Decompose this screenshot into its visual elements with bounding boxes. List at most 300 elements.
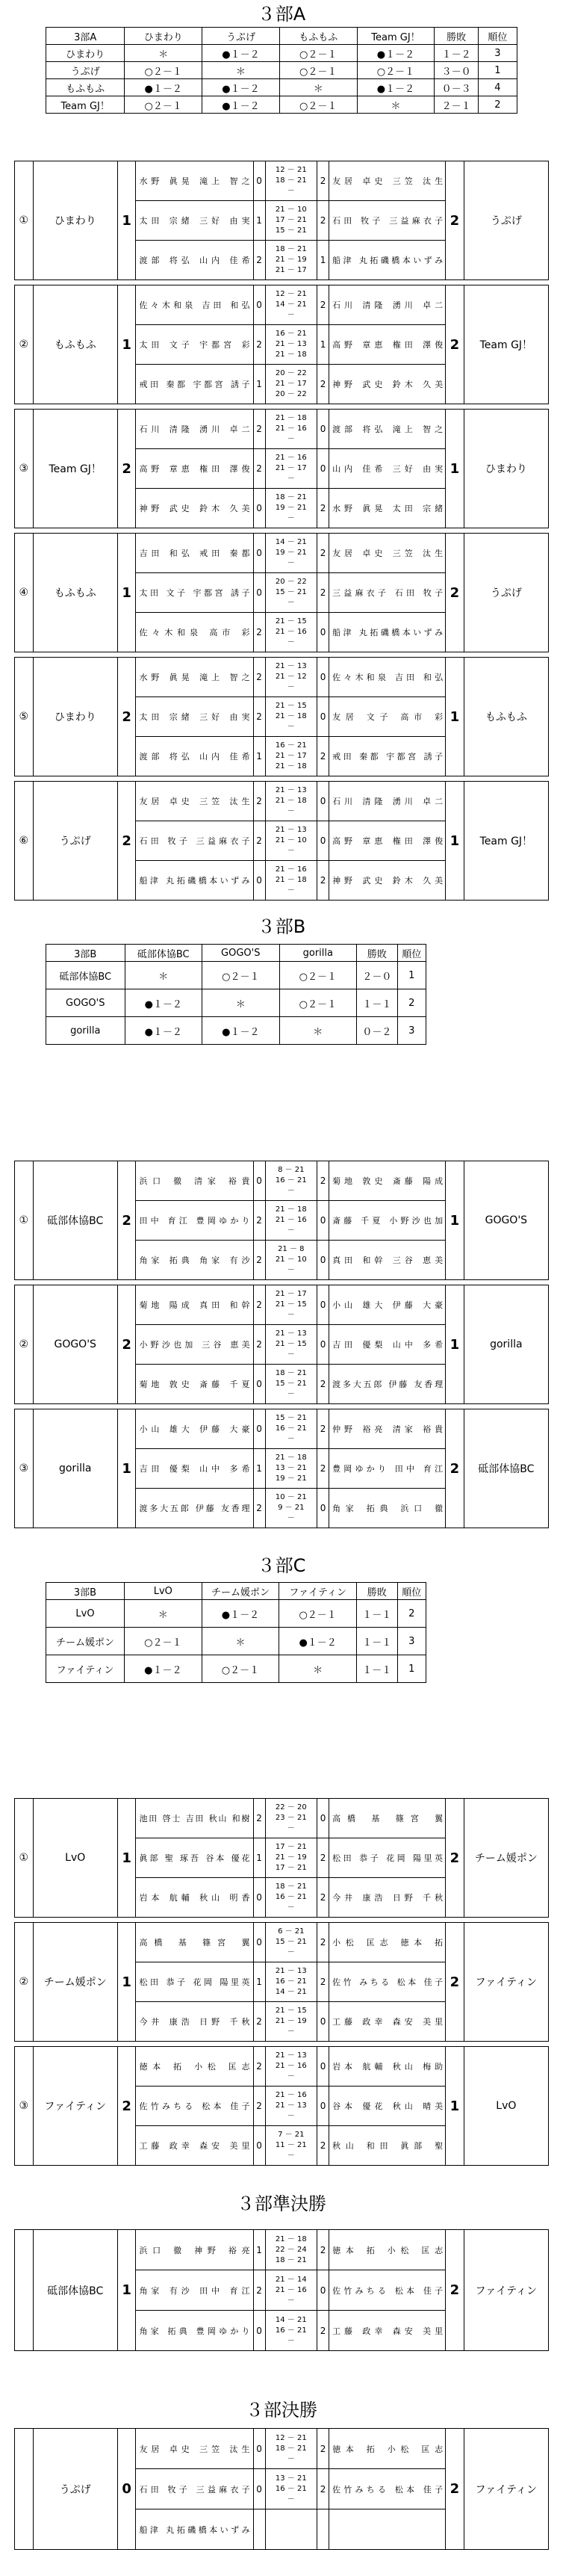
match-table bbox=[14, 285, 549, 404]
set-scores bbox=[265, 1489, 317, 1528]
game-row bbox=[15, 658, 549, 697]
right-game-score: 0 bbox=[317, 782, 329, 821]
right-players: 松田 恭子 花岡 陽里英 bbox=[329, 1838, 446, 1878]
record-cell: １－１ bbox=[356, 1628, 397, 1655]
standings-header: 勝敗 bbox=[356, 1583, 397, 1600]
standings-header: 順位 bbox=[397, 945, 426, 962]
result-cell: ○２－１ bbox=[279, 45, 357, 62]
right-game-score: 2 bbox=[317, 489, 329, 528]
left-players: 友居 卓史 三笠 汰生 bbox=[136, 2429, 253, 2469]
match-number: ⑥ bbox=[15, 782, 34, 901]
set-score: － bbox=[287, 435, 295, 443]
team-name: うぷげ bbox=[46, 62, 125, 79]
left-game-score: 2 bbox=[253, 410, 265, 449]
set-score: 19 － 21 bbox=[275, 1474, 307, 1483]
set-score: 16 － 21 bbox=[275, 2326, 307, 2335]
match-number: ③ bbox=[15, 1409, 34, 1528]
right-team-name: LvO bbox=[464, 2047, 548, 2166]
set-score: － bbox=[287, 2495, 295, 2504]
record-cell: １－２ bbox=[435, 45, 479, 62]
set-score: 21 － 18 bbox=[275, 2234, 307, 2243]
match-number: ② bbox=[15, 285, 34, 404]
set-scores bbox=[265, 2002, 317, 2042]
set-score: － bbox=[287, 559, 295, 567]
left-game-score: 2 bbox=[253, 1285, 265, 1325]
left-game-score: 0 bbox=[253, 2126, 265, 2166]
left-game-score: 0 bbox=[253, 2469, 265, 2509]
left-players: 友居 卓史 三笠 汰生 bbox=[136, 782, 253, 821]
set-scores bbox=[265, 697, 317, 737]
right-game-score: 2 bbox=[317, 1878, 329, 1918]
left-players: 佐々木和泉 吉田 和弘 bbox=[136, 285, 253, 325]
left-game-score: 2 bbox=[253, 1241, 265, 1280]
set-scores bbox=[265, 2087, 317, 2126]
record-cell: ０－２ bbox=[357, 1017, 398, 1045]
set-scores bbox=[265, 861, 317, 901]
game-row bbox=[15, 161, 549, 201]
rank-cell: 4 bbox=[478, 79, 517, 96]
left-game-score: 0 bbox=[253, 1365, 265, 1404]
right-game-score: 2 bbox=[317, 1962, 329, 2002]
right-team-score: 2 bbox=[446, 1409, 464, 1528]
right-players: 三益麻衣子 石田 牧子 bbox=[329, 573, 446, 613]
standings-table-3a bbox=[46, 27, 517, 114]
set-score: 21 － 13 bbox=[275, 340, 307, 348]
left-team-name: うぷげ bbox=[33, 782, 117, 901]
rank-cell: 1 bbox=[478, 62, 517, 79]
result-cell: ＊ bbox=[202, 1628, 279, 1655]
left-team-name: もふもふ bbox=[33, 534, 117, 652]
set-scores bbox=[265, 1285, 317, 1325]
set-score: 21 － 15 bbox=[275, 1300, 307, 1309]
result-cell: ●１－２ bbox=[202, 1600, 279, 1628]
right-players: 真田 和幹 三谷 恵美 bbox=[329, 1241, 446, 1280]
left-game-score: 2 bbox=[253, 697, 265, 737]
set-score: － bbox=[287, 514, 295, 522]
set-scores bbox=[265, 2126, 317, 2166]
set-score: 21 － 13 bbox=[275, 786, 307, 794]
set-score: 18 － 21 bbox=[275, 176, 307, 185]
set-score: － bbox=[287, 1514, 295, 1522]
game-row bbox=[15, 1161, 549, 1201]
left-players: 太田 宗緒 三好 由実 bbox=[136, 201, 253, 241]
set-score: 21 － 16 bbox=[275, 628, 307, 636]
left-game-score: 2 bbox=[253, 2047, 265, 2087]
left-game-score: 2 bbox=[253, 613, 265, 652]
left-players: 神野 武史 鈴木 久美 bbox=[136, 489, 253, 528]
match-table bbox=[14, 409, 549, 528]
match-table bbox=[14, 2229, 549, 2351]
right-players: 徳本 拓 小松 匡志 bbox=[329, 2429, 446, 2469]
section-title-3b: ３部B bbox=[257, 916, 306, 937]
right-game-score: 0 bbox=[317, 2047, 329, 2087]
record-cell: ２－０ bbox=[357, 962, 398, 989]
standings-header: 勝敗 bbox=[435, 28, 479, 45]
right-players: 戒田 秦都 宇都宮 誘子 bbox=[329, 737, 446, 776]
result-cell: ●１－２ bbox=[125, 79, 202, 96]
match-table bbox=[14, 1285, 549, 1404]
left-players: 船津 丸拓磯橋本いずみ bbox=[136, 861, 253, 901]
set-score: 16 － 21 bbox=[275, 1176, 307, 1184]
right-game-score: 2 bbox=[317, 2429, 329, 2469]
set-scores bbox=[265, 285, 317, 325]
set-scores bbox=[265, 1325, 317, 1365]
left-team-score: 1 bbox=[117, 285, 136, 404]
set-score: 21 － 16 bbox=[275, 2285, 307, 2294]
set-score: － bbox=[287, 807, 295, 815]
right-players: 秋山 和田 眞部 聖 bbox=[329, 2126, 446, 2166]
result-cell: ○２－１ bbox=[357, 62, 435, 79]
set-score: 21 － 15 bbox=[275, 1340, 307, 1348]
set-score: 12 － 21 bbox=[275, 166, 307, 174]
game-row bbox=[15, 2429, 549, 2469]
right-team-name: ファイティン bbox=[464, 2230, 548, 2351]
left-players: 太田 宗緒 三好 由実 bbox=[136, 697, 253, 737]
right-team-score: 1 bbox=[446, 782, 464, 901]
set-score: 21 － 13 bbox=[275, 1967, 307, 1975]
right-players: 渡多大五郎 伊藤 友香理 bbox=[329, 1365, 446, 1404]
left-players: 小山 雄大 伊藤 大豪 bbox=[136, 1409, 253, 1449]
set-score: 21 － 18 bbox=[275, 414, 307, 422]
result-cell: ●１－２ bbox=[124, 1655, 202, 1683]
left-team-name: もふもふ bbox=[33, 285, 117, 404]
set-score: 18 － 21 bbox=[275, 493, 307, 501]
match-number: ⑤ bbox=[15, 658, 34, 776]
section-title-3c: ３部C bbox=[257, 1555, 306, 1576]
standings-header: 順位 bbox=[478, 28, 517, 45]
set-score: 15 － 21 bbox=[275, 1414, 307, 1422]
set-score: 16 － 21 bbox=[275, 330, 307, 338]
set-score: 21 － 17 bbox=[275, 752, 307, 760]
game-row bbox=[15, 1285, 549, 1325]
set-score: 21 － 13 bbox=[275, 2101, 307, 2110]
set-score: － bbox=[287, 2336, 295, 2345]
standings-header: 3部B bbox=[46, 1583, 125, 1600]
set-scores bbox=[265, 410, 317, 449]
game-row bbox=[15, 410, 549, 449]
set-score: 17 － 21 bbox=[275, 1864, 307, 1872]
left-players: 水野 眞晃 滝上 智之 bbox=[136, 658, 253, 697]
right-players: 工藤 政幸 森安 美里 bbox=[329, 2311, 446, 2351]
left-game-score: 2 bbox=[253, 782, 265, 821]
left-players: 松田 恭子 花岡 陽里英 bbox=[136, 1962, 253, 2002]
left-team-score: 2 bbox=[117, 658, 136, 776]
left-game-score: 0 bbox=[253, 861, 265, 901]
left-team-score: 1 bbox=[117, 1409, 136, 1528]
left-team-name: 砥部体協BC bbox=[33, 1161, 117, 1280]
right-players: 渡部 将弘 滝上 智之 bbox=[329, 410, 446, 449]
result-cell: ●１－２ bbox=[202, 96, 280, 114]
set-score: 21 － 13 bbox=[275, 2051, 307, 2060]
right-team-score: 2 bbox=[446, 534, 464, 652]
right-game-score: 2 bbox=[317, 1409, 329, 1449]
left-game-score: 0 bbox=[253, 534, 265, 573]
set-score: 21 － 15 bbox=[275, 617, 307, 626]
result-cell: ＊ bbox=[125, 45, 202, 62]
right-team-name: GOGO'S bbox=[464, 1161, 548, 1280]
set-score: 14 － 21 bbox=[275, 538, 307, 546]
set-score: － bbox=[287, 2072, 295, 2081]
set-scores bbox=[265, 782, 317, 821]
set-score: 13 － 21 bbox=[275, 1464, 307, 1472]
right-players: 友居 卓史 三笠 汰生 bbox=[329, 534, 446, 573]
record-cell: １－１ bbox=[357, 989, 398, 1017]
set-scores bbox=[265, 161, 317, 201]
set-scores bbox=[265, 2270, 317, 2311]
result-cell: ○２－１ bbox=[279, 62, 357, 79]
left-game-score: 2 bbox=[253, 1325, 265, 1365]
record-cell: ２－１ bbox=[435, 96, 479, 114]
game-row bbox=[15, 2047, 549, 2087]
section-title-semifinal: ３部準決勝 bbox=[237, 2193, 326, 2214]
match-number: ③ bbox=[15, 2047, 34, 2166]
right-team-name: ひまわり bbox=[464, 410, 548, 528]
set-score: － bbox=[287, 2152, 295, 2160]
right-players: 小山 雄大 伊藤 大豪 bbox=[329, 1285, 446, 1325]
standings-header: LvO bbox=[124, 1583, 202, 1600]
match-number: ③ bbox=[15, 410, 34, 528]
set-score: 16 － 21 bbox=[275, 1893, 307, 1901]
rank-cell: 3 bbox=[478, 45, 517, 62]
set-score: 21 － 15 bbox=[275, 702, 307, 710]
right-team-name: うぷげ bbox=[464, 534, 548, 652]
team-name: Team GJ！ bbox=[46, 96, 125, 114]
standings-row bbox=[46, 45, 517, 62]
left-game-score: 1 bbox=[253, 1962, 265, 2002]
right-players: 佐竹 みちる 松本 佳子 bbox=[329, 1962, 446, 2002]
set-score: 21 － 16 bbox=[275, 454, 307, 462]
right-players: 岩本 航輔 秋山 梅助 bbox=[329, 2047, 446, 2087]
left-players: 眞部 聖 琢吾 谷本 優花 bbox=[136, 1838, 253, 1878]
game-row bbox=[15, 1409, 549, 1449]
set-score: 21 － 15 bbox=[275, 2007, 307, 2015]
set-score: 21 － 10 bbox=[275, 206, 307, 214]
left-team-name: うぷげ bbox=[33, 2429, 117, 2550]
left-players: 浜口 徹 清家 裕貴 bbox=[136, 1161, 253, 1201]
right-players: 友居 文子 高市 彩 bbox=[329, 697, 446, 737]
standings-header: 3部B bbox=[46, 945, 125, 962]
standings-row bbox=[46, 62, 517, 79]
left-players: 工藤 政幸 森安 美里 bbox=[136, 2126, 253, 2166]
set-score: 21 － 18 bbox=[275, 350, 307, 359]
left-team-score: 0 bbox=[117, 2429, 136, 2550]
left-team-score: 1 bbox=[117, 1799, 136, 1918]
left-players: 角家 有沙 田中 育江 bbox=[136, 2270, 253, 2311]
right-game-score: 2 bbox=[317, 2311, 329, 2351]
set-score: 18 － 21 bbox=[275, 1882, 307, 1891]
left-team-name: Team GJ！ bbox=[33, 410, 117, 528]
set-score: 14 － 21 bbox=[275, 1988, 307, 1996]
right-team-name: Team GJ！ bbox=[464, 782, 548, 901]
right-team-score: 1 bbox=[446, 410, 464, 528]
set-scores bbox=[265, 2311, 317, 2351]
right-team-score: 1 bbox=[446, 1161, 464, 1280]
left-team-score: 2 bbox=[117, 782, 136, 901]
right-team-score: 2 bbox=[446, 2230, 464, 2351]
right-players: 船津 丸拓磯橋本いずみ bbox=[329, 613, 446, 652]
right-team-score: 1 bbox=[446, 658, 464, 776]
right-players: 高橋 基 篠宮 翼 bbox=[329, 1799, 446, 1838]
right-players: 角家 拓典 浜口 徹 bbox=[329, 1489, 446, 1528]
result-cell: ●１－２ bbox=[357, 79, 435, 96]
set-score: 21 － 16 bbox=[275, 865, 307, 874]
left-players: 太田 文子 宇都宮 彩 bbox=[136, 325, 253, 365]
standings-row bbox=[46, 1628, 426, 1655]
right-team-name: Team GJ！ bbox=[464, 285, 548, 404]
team-name: ひまわり bbox=[46, 45, 125, 62]
right-game-score: 0 bbox=[317, 2002, 329, 2042]
match-table bbox=[14, 1409, 549, 1528]
left-game-score: 1 bbox=[253, 365, 265, 404]
left-game-score: 2 bbox=[253, 1799, 265, 1838]
left-players: 太田 文子 宇都宮 誘子 bbox=[136, 573, 253, 613]
set-scores bbox=[265, 534, 317, 573]
right-team-name: 砥部体協BC bbox=[464, 1409, 548, 1528]
left-players: 渡多大五郎 伊藤 友香理 bbox=[136, 1489, 253, 1528]
right-players: 高野 章恵 権田 澤俊 bbox=[329, 821, 446, 861]
right-game-score: 2 bbox=[317, 1838, 329, 1878]
result-cell: ●１－２ bbox=[125, 1017, 202, 1045]
left-players: 渡部 将弘 山内 佳希 bbox=[136, 737, 253, 776]
set-score: 23 － 21 bbox=[275, 1814, 307, 1822]
right-game-score: 0 bbox=[317, 658, 329, 697]
set-scores bbox=[265, 1878, 317, 1918]
left-players: 田中 育江 豊岡ゆかり bbox=[136, 1201, 253, 1241]
right-team-score: 1 bbox=[446, 1285, 464, 1404]
standings-row bbox=[46, 1655, 426, 1683]
set-scores bbox=[265, 1241, 317, 1280]
match-number: ④ bbox=[15, 534, 34, 652]
left-players: 吉田 和弘 戒田 秦都 bbox=[136, 534, 253, 573]
set-score: － bbox=[287, 723, 295, 731]
right-players: 神野 武史 鈴木 久美 bbox=[329, 861, 446, 901]
match-number bbox=[15, 2429, 34, 2550]
left-players: 石川 清隆 湧川 卓二 bbox=[136, 410, 253, 449]
set-score: － bbox=[287, 1435, 295, 1443]
left-team-name: ファイティン bbox=[33, 2047, 117, 2166]
left-players: 菊地 敦史 斎藤 千夏 bbox=[136, 1365, 253, 1404]
game-row bbox=[15, 1799, 549, 1838]
left-game-score: 2 bbox=[253, 1489, 265, 1528]
right-game-score: 0 bbox=[317, 821, 329, 861]
result-cell: ●１－２ bbox=[202, 45, 280, 62]
set-score: 18 － 21 bbox=[275, 2255, 307, 2264]
right-players: 船津 丸拓磯橋本いずみ bbox=[329, 241, 446, 280]
set-score: 21 － 16 bbox=[275, 1216, 307, 1224]
set-score: 19 － 21 bbox=[275, 549, 307, 557]
right-game-score: 0 bbox=[317, 2087, 329, 2126]
standings-header: GOGO'S bbox=[202, 945, 280, 962]
right-game-score: 2 bbox=[317, 2126, 329, 2166]
left-players: 浜口 徹 神野 裕亮 bbox=[136, 2230, 253, 2270]
result-cell: ○２－１ bbox=[125, 96, 202, 114]
set-score: － bbox=[287, 2027, 295, 2036]
section-title-3a: ３部A bbox=[257, 4, 306, 25]
standings-header: もふもふ bbox=[279, 28, 357, 45]
set-score: 21 － 17 bbox=[275, 464, 307, 472]
standings-table-3c bbox=[46, 1582, 426, 1683]
right-game-score: 0 bbox=[317, 1489, 329, 1528]
set-score: － bbox=[287, 2454, 295, 2463]
left-players: 佐竹みちる 松本 佳子 bbox=[136, 2087, 253, 2126]
set-scores bbox=[265, 1799, 317, 1838]
left-players: 池田 啓士 吉田 秋山 和樹 bbox=[136, 1799, 253, 1838]
result-cell: ●１－２ bbox=[279, 1628, 357, 1655]
left-players: 吉田 優梨 山中 多希 bbox=[136, 1449, 253, 1489]
match-table bbox=[14, 533, 549, 652]
set-score: 12 － 21 bbox=[275, 290, 307, 298]
set-score: 21 － 18 bbox=[275, 712, 307, 720]
left-team-score: 2 bbox=[117, 2047, 136, 2166]
game-row bbox=[15, 534, 549, 573]
set-score: 21 － 13 bbox=[275, 1329, 307, 1338]
right-game-score bbox=[317, 2509, 329, 2550]
right-team-score: 2 bbox=[446, 161, 464, 280]
right-game-score: 2 bbox=[317, 1365, 329, 1404]
set-score: 22 － 24 bbox=[275, 2245, 307, 2254]
left-game-score: 0 bbox=[253, 1923, 265, 1962]
set-score: 21 － 18 bbox=[275, 1205, 307, 1214]
right-players: 佐々木和泉 吉田 和弘 bbox=[329, 658, 446, 697]
record-cell: ３－０ bbox=[435, 62, 479, 79]
right-players bbox=[329, 2509, 446, 2550]
left-team-name: ひまわり bbox=[33, 161, 117, 280]
right-game-score: 0 bbox=[317, 1285, 329, 1325]
result-cell: ＊ bbox=[279, 1017, 357, 1045]
match-number: ① bbox=[15, 161, 34, 280]
right-team-name: ファイティン bbox=[464, 2429, 548, 2550]
right-game-score: 0 bbox=[317, 1201, 329, 1241]
set-score: 15 － 21 bbox=[275, 588, 307, 596]
set-score: 16 － 21 bbox=[275, 1424, 307, 1433]
set-score: 21 － 17 bbox=[275, 266, 307, 274]
right-game-score: 2 bbox=[317, 201, 329, 241]
result-cell: ○２－１ bbox=[279, 989, 357, 1017]
team-name: 砥部体協BC bbox=[46, 962, 125, 989]
result-cell: ○２－１ bbox=[279, 96, 357, 114]
right-game-score: 2 bbox=[317, 365, 329, 404]
standings-header: チーム媛ポン bbox=[202, 1583, 279, 1600]
result-cell: ＊ bbox=[124, 1600, 202, 1628]
set-score: 21 － 13 bbox=[275, 826, 307, 834]
right-game-score: 2 bbox=[317, 285, 329, 325]
record-cell: １－１ bbox=[356, 1655, 397, 1683]
set-score: 19 － 21 bbox=[275, 504, 307, 512]
left-game-score: 2 bbox=[253, 658, 265, 697]
game-row bbox=[15, 782, 549, 821]
rank-cell: 2 bbox=[397, 1600, 426, 1628]
result-cell: ＊ bbox=[279, 79, 357, 96]
right-players: 徳本 拓 小松 匡志 bbox=[329, 2230, 446, 2270]
match-number: ② bbox=[15, 1923, 34, 2042]
set-score: － bbox=[287, 1948, 295, 1956]
match-table bbox=[14, 2428, 549, 2550]
game-row bbox=[15, 1923, 549, 1962]
set-score: 13 － 21 bbox=[275, 2474, 307, 2483]
set-score: － bbox=[287, 2112, 295, 2120]
result-cell: ＊ bbox=[125, 962, 202, 989]
set-score: 10 － 21 bbox=[275, 1493, 307, 1501]
set-score: 16 － 21 bbox=[275, 1977, 307, 1986]
left-game-score: 0 bbox=[253, 285, 265, 325]
set-score: 21 － 13 bbox=[275, 662, 307, 670]
right-players: 吉田 優梨 山中 多希 bbox=[329, 1325, 446, 1365]
left-players: 角家 拓典 角家 有沙 bbox=[136, 1241, 253, 1280]
right-players: 斎藤 千夏 小野沙也加 bbox=[329, 1201, 446, 1241]
set-score: － bbox=[287, 847, 295, 855]
set-scores bbox=[265, 1365, 317, 1404]
match-number bbox=[15, 2230, 34, 2351]
